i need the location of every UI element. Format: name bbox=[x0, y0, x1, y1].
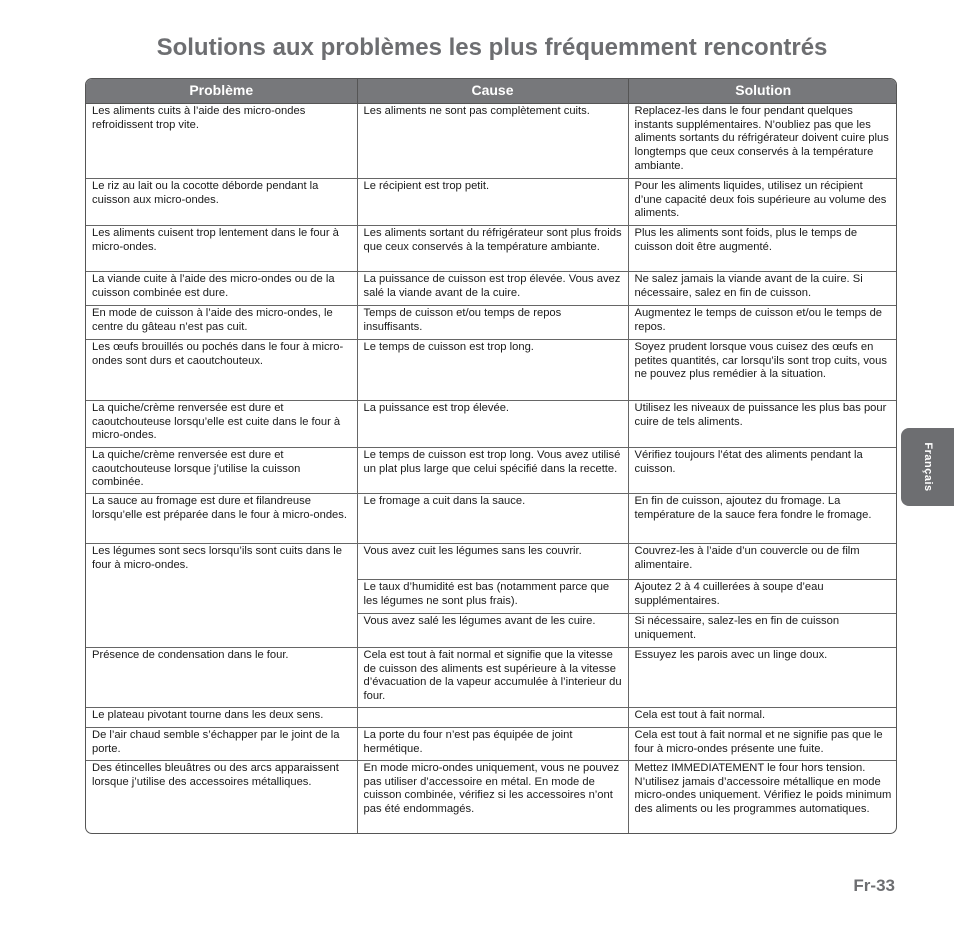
solution-cell: Vérifiez toujours l’état des aliments pendant la cuisson. bbox=[628, 448, 897, 494]
solution-cell: Replacez-les dans le four pendant quelques instants supplémentaires. N’oubliez pas que les aliments sortants du réfrigérateur doivent cuire plus longtemps que ceux conservés à la température ambiante. bbox=[628, 104, 897, 179]
cause-cell bbox=[357, 708, 628, 728]
solution-cell: Essuyez les parois avec un linge doux. bbox=[628, 648, 897, 708]
problem-cell: Les aliments cuisent trop lentement dans le four à micro-ondes. bbox=[86, 226, 357, 272]
page-number: Fr-33 bbox=[853, 876, 895, 895]
table-row bbox=[86, 226, 897, 272]
table-row bbox=[86, 306, 897, 340]
table-header-row bbox=[86, 79, 897, 104]
cause-cell: Vous avez salé les légumes avant de les cuire. bbox=[357, 614, 628, 648]
solution-cell: Pour les aliments liquides, utilisez un récipient d’une capacité deux fois supérieure au volume des aliments. bbox=[628, 179, 897, 226]
solution-cell: Mettez IMMEDIATEMENT le four hors tension. N’utilisez jamais d’accessoire métallique en mode micro-ondes uniquement. Vérifiez le poids minimum des aliments ou les programmes automatiques. bbox=[628, 761, 897, 835]
problem-cell: La sauce au fromage est dure et filandreuse lorsqu’elle est préparée dans le four à micro-ondes. bbox=[86, 494, 357, 544]
header-solution: Solution bbox=[628, 79, 897, 104]
table-row bbox=[86, 648, 897, 708]
cause-cell: Le temps de cuisson est trop long. Vous avez utilisé un plat plus large que celui spécifié dans la recette. bbox=[357, 448, 628, 494]
table-row bbox=[86, 544, 897, 580]
cause-cell: Temps de cuisson et/ou temps de repos insuffisants. bbox=[357, 306, 628, 340]
solution-cell: Cela est tout à fait normal et ne signifie pas que le four à micro-ondes présente une fuite. bbox=[628, 728, 897, 761]
table-row bbox=[86, 272, 897, 306]
problem-cell: Des étincelles bleuâtres ou des arcs apparaissent lorsque j’utilise des accessoires métalliques. bbox=[86, 761, 357, 835]
cause-cell: Le taux d’humidité est bas (notamment parce que les légumes ne sont plus frais). bbox=[357, 580, 628, 614]
problem-cell: La viande cuite à l’aide des micro-ondes ou de la cuisson combinée est dure. bbox=[86, 272, 357, 306]
solution-cell: Augmentez le temps de cuisson et/ou le temps de repos. bbox=[628, 306, 897, 340]
solution-cell: Cela est tout à fait normal. bbox=[628, 708, 897, 728]
cause-cell: La porte du four n’est pas équipée de joint hermétique. bbox=[357, 728, 628, 761]
cause-cell: Le fromage a cuit dans la sauce. bbox=[357, 494, 628, 544]
problem-cell: Les aliments cuits à l’aide des micro-ondes refroidissent trop vite. bbox=[86, 104, 357, 179]
problem-cell: La quiche/crème renversée est dure et caoutchouteuse lorsqu’elle est cuite dans le four à micro-ondes. bbox=[86, 401, 357, 448]
solution-cell: Soyez prudent lorsque vous cuisez des œufs en petites quantités, car lorsqu’ils sont trop cuits, vous ne pouvez plus remédier à la situation. bbox=[628, 340, 897, 401]
problem-cell: En mode de cuisson à l’aide des micro-ondes, le centre du gâteau n’est pas cuit. bbox=[86, 306, 357, 340]
solution-cell: En fin de cuisson, ajoutez du fromage. La température de la sauce fera fondre le fromage. bbox=[628, 494, 897, 544]
table-row bbox=[86, 401, 897, 448]
table-row bbox=[86, 708, 897, 728]
table-row bbox=[86, 761, 897, 835]
page-title: Solutions aux problèmes les plus fréquemment rencontrés bbox=[156, 34, 828, 61]
cause-cell: Le récipient est trop petit. bbox=[357, 179, 628, 226]
problem-cell: Le plateau pivotant tourne dans les deux sens. bbox=[86, 708, 357, 728]
problem-cell: De l’air chaud semble s’échapper par le joint de la porte. bbox=[86, 728, 357, 761]
solution-cell: Ajoutez 2 à 4 cuillerées à soupe d’eau supplémentaires. bbox=[628, 580, 897, 614]
solution-cell: Plus les aliments sont foids, plus le temps de cuisson doit être augmenté. bbox=[628, 226, 897, 272]
cause-cell: La puissance est trop élevée. bbox=[357, 401, 628, 448]
header-cause: Cause bbox=[357, 79, 628, 104]
table-row bbox=[86, 494, 897, 544]
language-tab-label: Français bbox=[921, 442, 934, 492]
solution-cell: Utilisez les niveaux de puissance les plus bas pour cuire de tels aliments. bbox=[628, 401, 897, 448]
table-row bbox=[86, 448, 897, 494]
solution-cell: Si nécessaire, salez-les en fin de cuisson uniquement. bbox=[628, 614, 897, 648]
cause-cell: Vous avez cuit les légumes sans les couvrir. bbox=[357, 544, 628, 580]
cause-cell: Cela est tout à fait normal et signifie que la vitesse de cuisson des aliments est supérieure à la vitesse d’évacuation de la vapeur accumulée à l’interieur du four. bbox=[357, 648, 628, 708]
solution-cell: Ne salez jamais la viande avant de la cuire. Si nécessaire, salez en fin de cuisson. bbox=[628, 272, 897, 306]
table-row bbox=[86, 728, 897, 761]
cause-cell: Les aliments ne sont pas complètement cuits. bbox=[357, 104, 628, 179]
problem-cell: Les œufs brouillés ou pochés dans le four à micro-ondes sont durs et caoutchouteux. bbox=[86, 340, 357, 401]
table-row bbox=[86, 104, 897, 179]
problem-cell: Les légumes sont secs lorsqu’ils sont cuits dans le four à micro-ondes. bbox=[86, 544, 357, 648]
cause-cell: En mode micro-ondes uniquement, vous ne pouvez pas utiliser d’accessoire en métal. En mode de cuisson combinée, vérifiez si les accessoires n’ont pas été endommagés. bbox=[357, 761, 628, 835]
table-row bbox=[86, 179, 897, 226]
troubleshooting-table bbox=[86, 79, 897, 834]
solution-cell: Couvrez-les à l’aide d’un couvercle ou de film alimentaire. bbox=[628, 544, 897, 580]
troubleshooting-table-container bbox=[85, 78, 897, 834]
language-tab bbox=[901, 428, 954, 506]
cause-cell: Les aliments sortant du réfrigérateur sont plus froids que ceux conservés à la température ambiante. bbox=[357, 226, 628, 272]
problem-cell: Présence de condensation dans le four. bbox=[86, 648, 357, 708]
table-row bbox=[86, 340, 897, 401]
cause-cell: La puissance de cuisson est trop élevée. Vous avez salé la viande avant de la cuire. bbox=[357, 272, 628, 306]
problem-cell: La quiche/crème renversée est dure et caoutchouteuse lorsque j’utilise la cuisson combinée. bbox=[86, 448, 357, 494]
header-problem: Problème bbox=[86, 79, 357, 104]
problem-cell: Le riz au lait ou la cocotte déborde pendant la cuisson aux micro-ondes. bbox=[86, 179, 357, 226]
cause-cell: Le temps de cuisson est trop long. bbox=[357, 340, 628, 401]
